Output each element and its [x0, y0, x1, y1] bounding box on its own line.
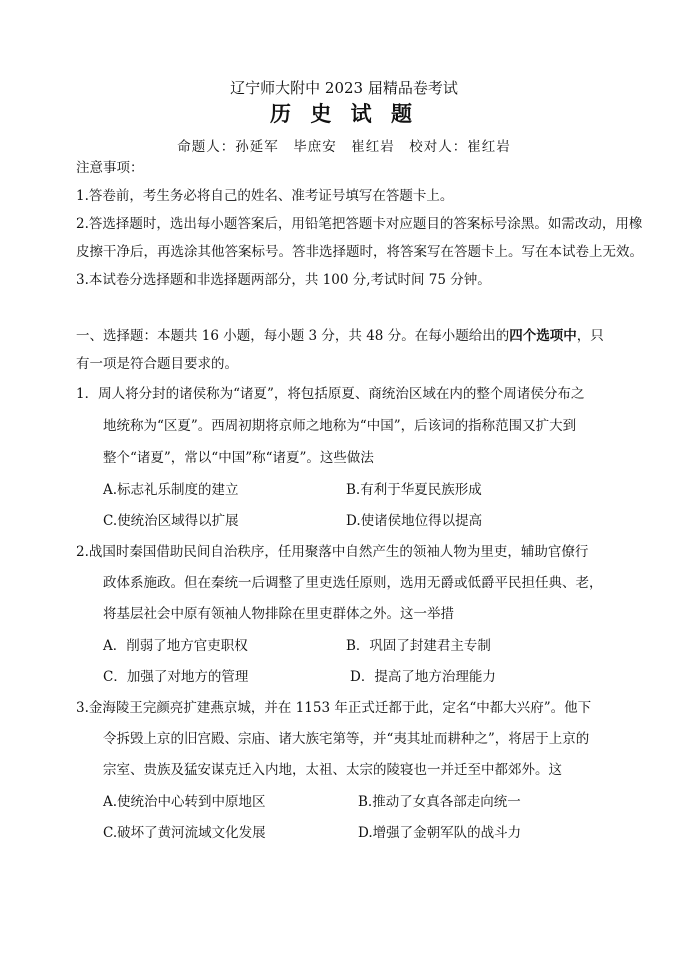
q1-option-c: C.使统治区域得以扩展: [103, 513, 239, 529]
q2-stem-line-2: 政体系施政。但在秦统一后调整了里吏选任原则，选用无爵或低爵平民担任典、老，: [103, 575, 603, 591]
notice-heading: 注意事项：: [76, 160, 144, 176]
q1-option-d: D.使诸侯地位得以提高: [346, 513, 483, 529]
notice-item-1: 1.答卷前，考生务必将自己的姓名、准考证号填写在答题卡上。: [76, 188, 454, 204]
q1-stem-line-2: 地统称为“区夏”。西周初期将京师之地称为“中国”，后该词的指称范围又扩大到: [103, 418, 577, 434]
q3-stem-line-1: 3.金海陵王完颜亮扩建燕京城，并在 1153 年正式迁都于此，定名“中都大兴府”。他下: [76, 700, 592, 716]
subject-title: 历 史 试 题: [270, 102, 418, 126]
q2-option-a: A．削弱了地方官吏职权: [103, 638, 248, 654]
notice-item-2-line-2: 皮擦干净后，再选涂其他答案标号。答非选择题时，将答案写在答题卡上。写在本试卷上无效。: [76, 244, 643, 260]
section-intro-text-a: 一、选择题：本题共 16 小题，每小题 3 分，共 48 分。在每小题给出的: [76, 328, 510, 344]
section-intro-line-1: [76, 326, 604, 346]
school-title: 辽宁师大附中 2023 届精品卷考试: [230, 79, 458, 97]
q1-stem-line-3: 整个“诸夏”，常以“中国”称“诸夏”。这些做法: [103, 450, 374, 466]
q1-stem-line-1: 1．周人将分封的诸侯称为“诸夏”，将包括原夏、商统治区域在内的整个周诸侯分布之: [76, 386, 585, 402]
q3-option-b: B.推动了女真各部走向统一: [358, 794, 521, 810]
q2-stem-line-3: 将基层社会中原有领袖人物排除在里吏群体之外。这一举措: [103, 606, 454, 622]
q2-option-b: B．巩固了封建君主专制: [346, 638, 491, 654]
q1-option-b: B.有利于华夏民族形成: [346, 482, 482, 498]
section-intro-bold: 四个选项中: [509, 328, 577, 344]
authors-line: 命题人：孙延军 毕庶安 崔红岩 校对人：崔红岩: [177, 139, 511, 155]
q3-option-c: C.破坏了黄河流域文化发展: [103, 825, 266, 841]
q3-stem-line-2: 令拆毁上京的旧宫殿、宗庙、诸大族宅第等，并“夷其址而耕种之”，将居于上京的: [103, 731, 590, 747]
q3-stem-line-3: 宗室、贵族及猛安谋克迁入内地，太祖、太宗的陵寝也一并迁至中都郊外。这: [103, 762, 562, 778]
q2-option-d: D．提高了地方治理能力: [350, 669, 496, 685]
notice-item-3: 3.本试卷分选择题和非选择题两部分，共 100 分,考试时间 75 分钟。: [76, 272, 491, 288]
q1-option-a: A.标志礼乐制度的建立: [103, 482, 239, 498]
section-intro-line-2: 有一项是符合题目要求的。: [76, 356, 238, 372]
q2-option-c: C．加强了对地方的管理: [103, 669, 249, 685]
q2-stem-line-1: 2.战国时秦国借助民间自治秩序，任用聚落中自然产生的领袖人物为里吏，辅助官僚行: [76, 544, 589, 560]
notice-item-2-line-1: 2.答选择题时，选出每小题答案后，用铅笔把答题卡对应题目的答案标号涂黑。如需改动，用橡: [76, 216, 643, 232]
section-intro-text-b: ，只: [576, 328, 604, 344]
q3-option-d: D.增强了金朝军队的战斗力: [358, 825, 522, 841]
q3-option-a: A.使统治中心转到中原地区: [103, 794, 266, 810]
